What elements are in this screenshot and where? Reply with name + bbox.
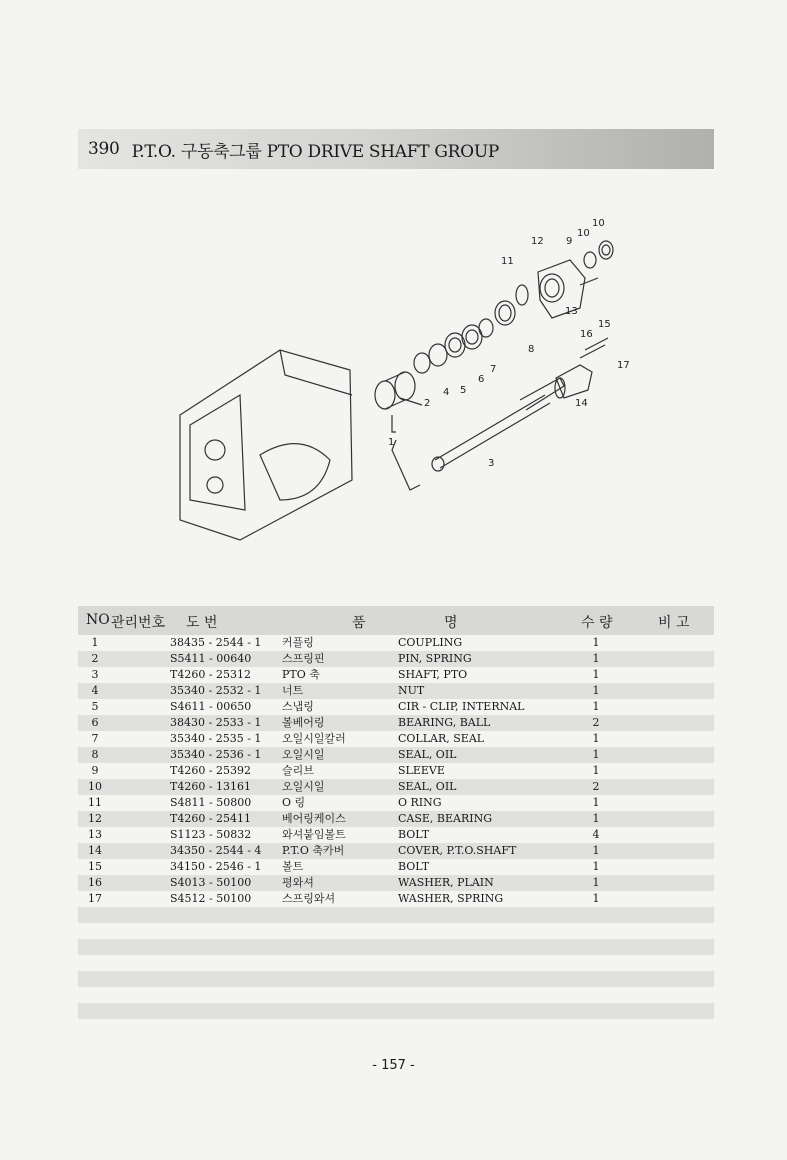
row-name-kr: 너트	[282, 684, 304, 697]
row-no: 17	[88, 892, 102, 905]
row-qty: 4	[592, 828, 600, 841]
parts-table	[78, 606, 714, 1019]
row-qty: 1	[592, 892, 600, 905]
row-dwg: S1123 - 50832	[170, 828, 252, 841]
row-name-kr: 스프링핀	[282, 652, 325, 665]
table-row	[78, 635, 714, 651]
row-no: 4	[91, 684, 99, 697]
row-dwg: 38430 - 2533 - 1	[170, 716, 262, 729]
row-name-en: COUPLING	[398, 636, 463, 649]
row-dwg: S4013 - 50100	[170, 876, 252, 889]
callout-15: 15	[598, 319, 611, 330]
callout-6: 6	[478, 374, 485, 385]
row-name-en: BOLT	[398, 828, 430, 841]
callout-8: 8	[528, 344, 535, 355]
row-no: 13	[88, 828, 102, 841]
table-row	[78, 875, 714, 891]
row-dwg: 34350 - 2544 - 4	[170, 844, 262, 857]
row-no: 9	[91, 764, 99, 777]
row-name-en: SLEEVE	[398, 764, 445, 777]
section-title: P.T.O. 구동축그룹 PTO DRIVE SHAFT GROUP	[131, 141, 499, 162]
row-dwg: S4512 - 50100	[170, 892, 252, 905]
row-qty: 1	[592, 668, 600, 681]
row-dwg: 35340 - 2535 - 1	[170, 732, 262, 745]
table-row	[78, 859, 714, 875]
row-qty: 1	[592, 812, 600, 825]
table-row	[78, 827, 714, 843]
empty-row	[78, 939, 714, 955]
table-row	[78, 731, 714, 747]
row-qty: 1	[592, 764, 600, 777]
page-number: - 157 -	[372, 1058, 415, 1073]
table-row	[78, 763, 714, 779]
section-number: 390	[88, 139, 120, 159]
row-dwg: T4260 - 25411	[170, 812, 252, 825]
row-no: 16	[88, 876, 102, 889]
header-name-kr: 품	[352, 615, 366, 631]
header-mgmt: 관리번호	[111, 615, 166, 631]
row-name-en: WASHER, SPRING	[398, 892, 504, 905]
row-dwg: T4260 - 13161	[170, 780, 252, 793]
callout-10b: 10	[592, 218, 605, 229]
row-name-kr: 커플링	[282, 636, 314, 649]
row-dwg: S4611 - 00650	[170, 700, 252, 713]
row-name-en: COLLAR, SEAL	[398, 732, 485, 745]
row-qty: 1	[592, 636, 600, 649]
callout-14: 14	[575, 398, 588, 409]
row-qty: 1	[592, 844, 600, 857]
callout-12: 12	[531, 236, 544, 247]
row-no: 6	[91, 716, 99, 729]
row-name-en: SEAL, OIL	[398, 748, 457, 761]
row-qty: 2	[592, 716, 600, 729]
callout-13: 13	[565, 306, 578, 317]
header-dwg: 도 번	[186, 615, 218, 631]
callout-7: 7	[490, 364, 497, 375]
row-no: 7	[91, 732, 99, 745]
callout-4: 4	[443, 387, 450, 398]
row-name-kr: 오일시일	[282, 748, 325, 761]
empty-row	[78, 923, 714, 939]
row-name-en: CASE, BEARING	[398, 812, 493, 825]
callout-17: 17	[617, 360, 630, 371]
row-name-en: BOLT	[398, 860, 430, 873]
row-name-kr: 평와셔	[282, 876, 314, 889]
section-title-bar	[78, 129, 714, 169]
row-name-kr: PTO 축	[282, 668, 320, 681]
row-name-en: SHAFT, PTO	[398, 668, 468, 681]
row-name-en: CIR - CLIP, INTERNAL	[398, 700, 525, 713]
table-row	[78, 667, 714, 683]
row-name-kr: 볼베어링	[282, 716, 325, 729]
parts-table-header	[78, 606, 714, 635]
row-name-en: PIN, SPRING	[398, 652, 472, 665]
coupling-shape	[375, 381, 395, 409]
row-qty: 1	[592, 796, 600, 809]
row-no: 8	[91, 748, 99, 761]
table-row	[78, 795, 714, 811]
row-dwg: S5411 - 00640	[170, 652, 252, 665]
row-no: 3	[91, 668, 99, 681]
row-qty: 1	[592, 652, 600, 665]
row-no: 5	[91, 700, 99, 713]
callout-2: 2	[424, 398, 431, 409]
row-name-kr: 와셔붙임볼트	[282, 828, 346, 841]
row-dwg: T4260 - 25312	[170, 668, 252, 681]
table-row	[78, 843, 714, 859]
row-name-en: WASHER, PLAIN	[398, 876, 494, 889]
empty-row	[78, 1003, 714, 1019]
header-qty: 수 량	[581, 615, 613, 631]
row-no: 11	[88, 796, 102, 809]
row-no: 10	[88, 780, 102, 793]
row-no: 14	[88, 844, 102, 857]
row-dwg: T4260 - 25392	[170, 764, 252, 777]
row-name-en: NUT	[398, 684, 425, 697]
row-qty: 1	[592, 700, 600, 713]
row-qty: 1	[592, 876, 600, 889]
row-name-kr: 스냅링	[282, 700, 314, 713]
header-no: NO	[86, 612, 110, 628]
row-qty: 1	[592, 860, 600, 873]
row-name-en: BEARING, BALL	[398, 716, 491, 729]
row-no: 12	[88, 812, 102, 825]
callout-1: 1	[388, 437, 395, 448]
row-dwg: 38435 - 2544 - 1	[170, 636, 262, 649]
table-row	[78, 715, 714, 731]
row-dwg: S4811 - 50800	[170, 796, 252, 809]
table-row	[78, 747, 714, 763]
row-dwg: 35340 - 2536 - 1	[170, 748, 262, 761]
empty-row	[78, 987, 714, 1003]
row-no: 2	[91, 652, 99, 665]
empty-row	[78, 907, 714, 923]
parts-diagram-svg	[160, 200, 640, 560]
row-name-en: SEAL, OIL	[398, 780, 457, 793]
row-no: 15	[88, 860, 102, 873]
row-qty: 1	[592, 748, 600, 761]
callout-11: 11	[501, 256, 514, 267]
table-row	[78, 683, 714, 699]
row-dwg: 35340 - 2532 - 1	[170, 684, 262, 697]
callout-5: 5	[460, 385, 467, 396]
diagram-callouts	[388, 218, 630, 469]
table-row	[78, 779, 714, 795]
table-row	[78, 811, 714, 827]
exploded-parts-diagram	[160, 200, 640, 560]
empty-row	[78, 955, 714, 971]
row-name-en: COVER, P.T.O.SHAFT	[398, 844, 517, 857]
row-qty: 1	[592, 684, 600, 697]
callout-3: 3	[488, 458, 495, 469]
callout-16: 16	[580, 329, 593, 340]
row-name-kr: 볼트	[282, 860, 304, 873]
table-row	[78, 651, 714, 667]
row-name-kr: 슬리브	[282, 764, 314, 777]
header-name-en: 명	[444, 615, 458, 631]
empty-row	[78, 971, 714, 987]
callout-9: 9	[566, 236, 573, 247]
parts-table-body	[78, 635, 714, 1019]
row-qty: 2	[592, 780, 600, 793]
row-name-kr: P.T.O 축카버	[282, 844, 345, 857]
row-dwg: 34150 - 2546 - 1	[170, 860, 262, 873]
row-name-kr: 스프링와셔	[282, 892, 336, 905]
row-qty: 1	[592, 732, 600, 745]
row-name-kr: 오일시일칼러	[282, 732, 346, 745]
row-name-kr: 오일시일	[282, 780, 325, 793]
row-name-en: O RING	[398, 796, 442, 809]
table-row	[78, 891, 714, 907]
row-name-kr: 베어링케이스	[282, 812, 346, 825]
header-remark: 비 고	[658, 615, 690, 631]
row-no: 1	[91, 636, 99, 649]
row-name-kr: O 링	[282, 796, 306, 809]
table-row	[78, 699, 714, 715]
callout-10a: 10	[577, 228, 590, 239]
